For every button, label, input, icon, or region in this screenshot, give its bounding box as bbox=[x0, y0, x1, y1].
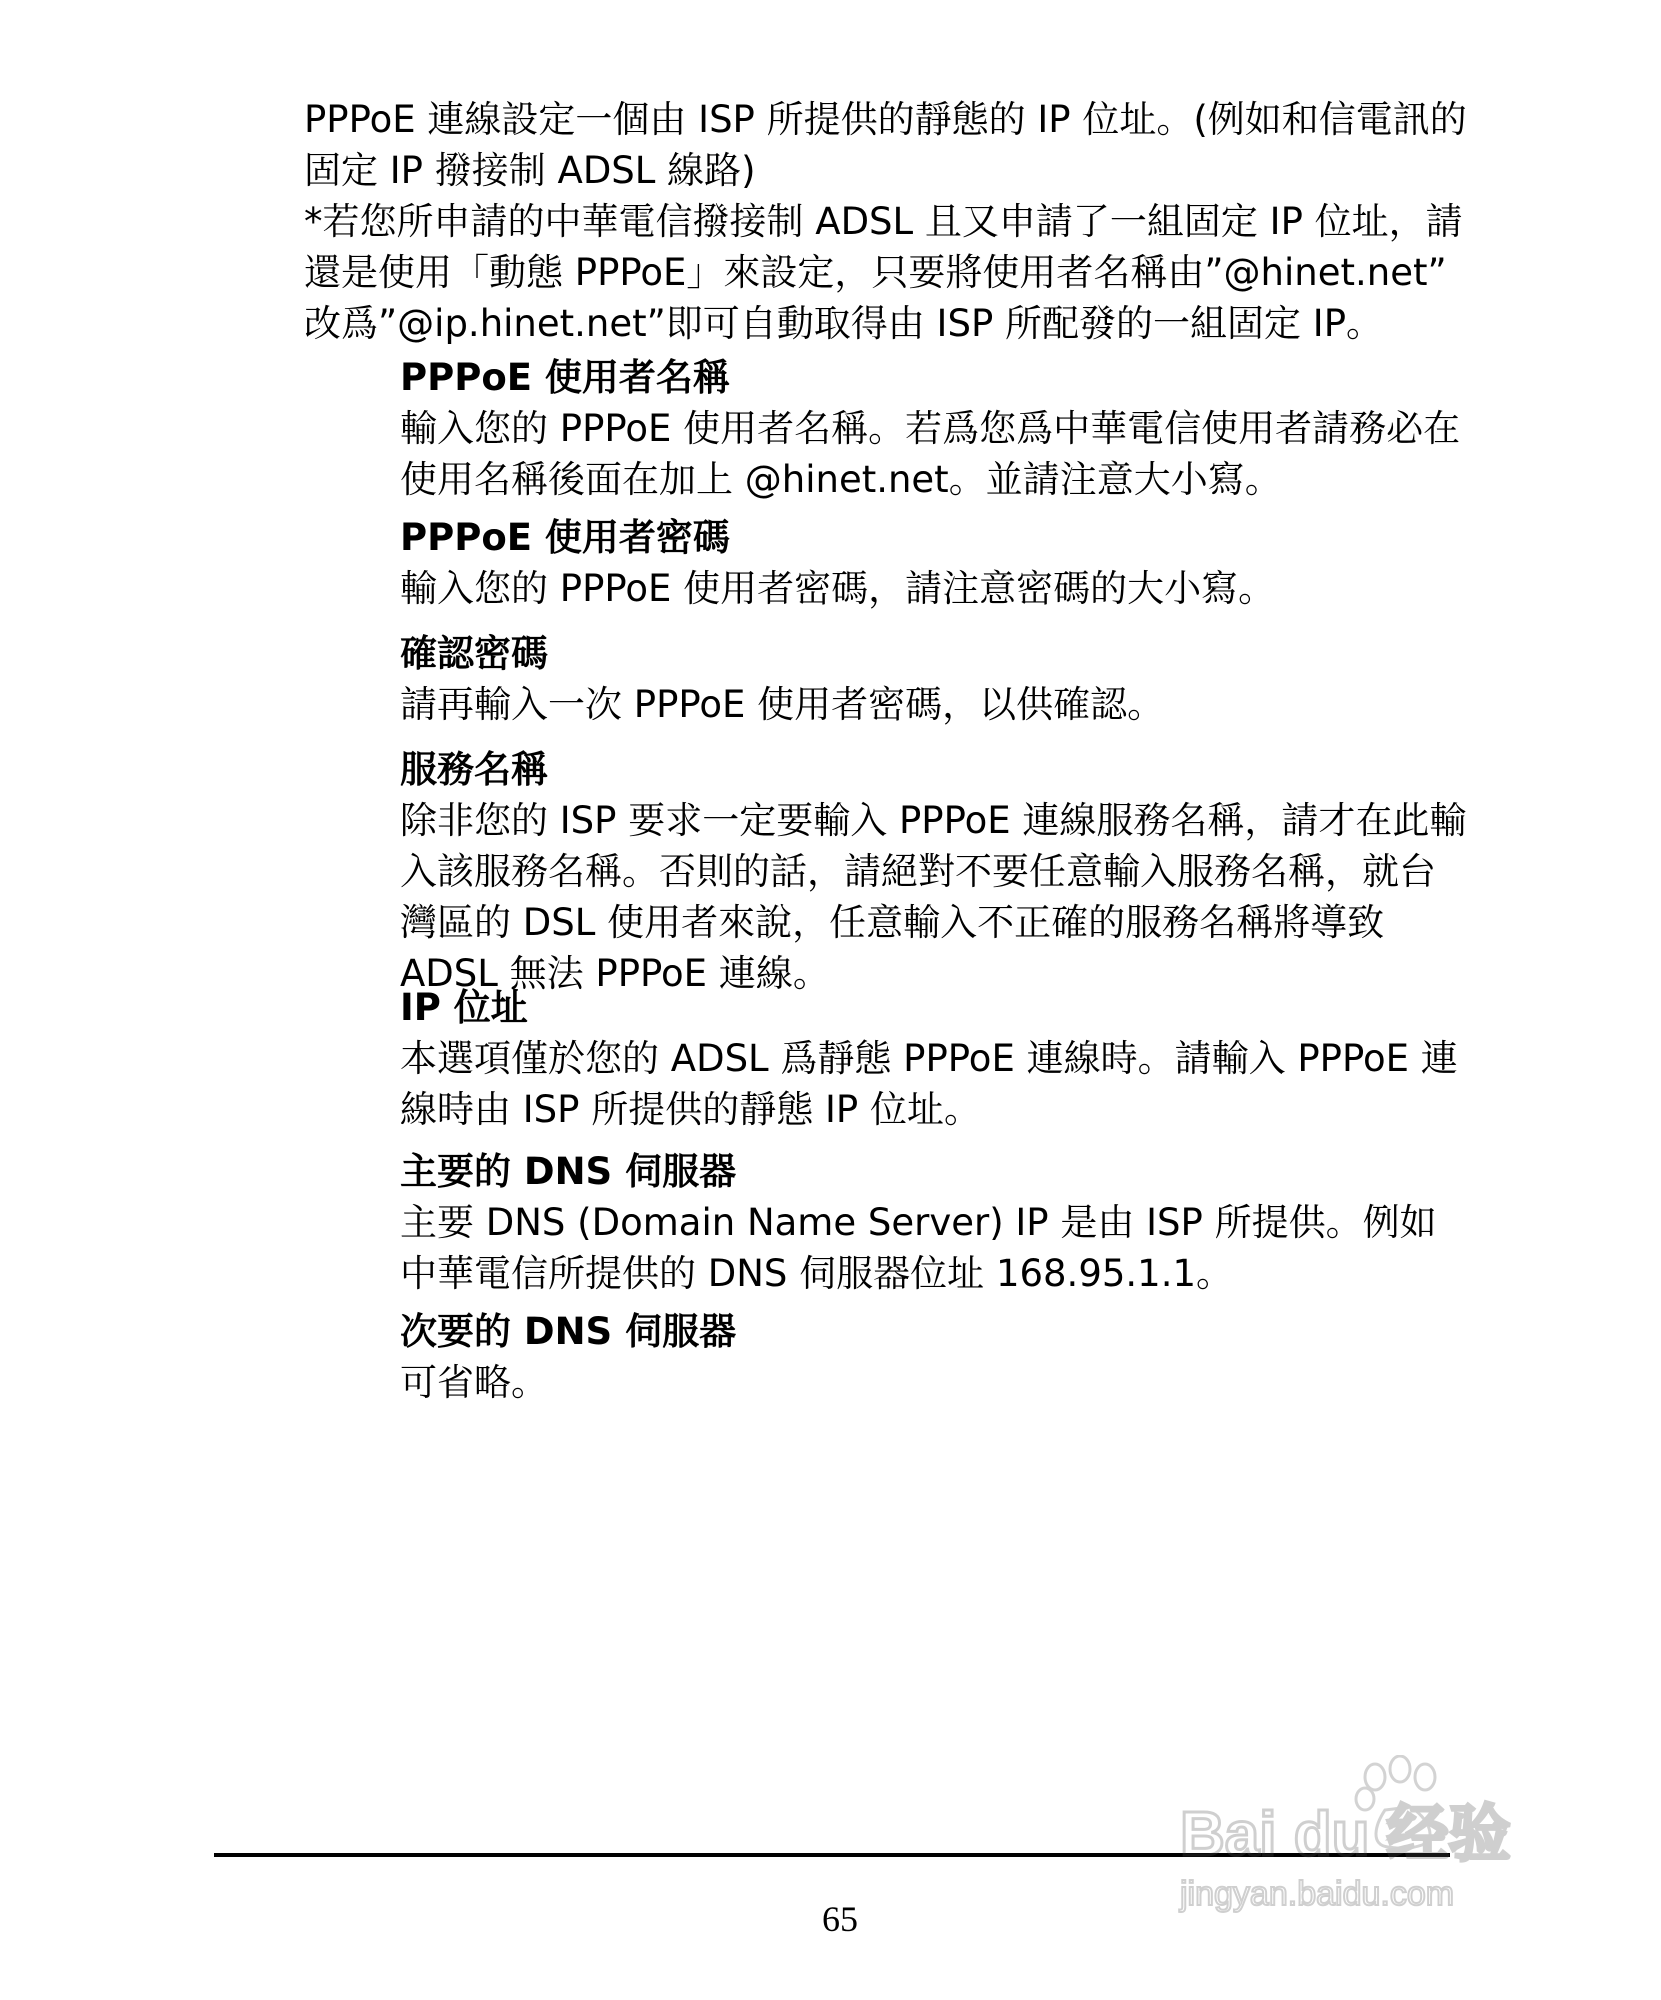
section-body: 本選項僅於您的 ADSL 爲靜態 PPPoE 連線時。請輸入 PPPoE 連線時由 ISP 所提供的靜態 IP 位址。 bbox=[400, 1037, 1458, 1131]
intro-text bbox=[304, 94, 1484, 349]
section-heading: IP 位址 bbox=[400, 986, 528, 1029]
section-heading: 確認密碼 bbox=[400, 632, 548, 675]
section-pppoe-username bbox=[400, 352, 1470, 505]
section-secondary-dns bbox=[400, 1306, 1470, 1408]
intro-note: *若您所申請的中華電信撥接制 ADSL 且又申請了一組固定 IP 位址，請還是使用「動態 PPPoE」來設定，只要將使用者名稱由”@hinet.net” 改爲”@ip.hinet.net”即可自動取得由 ISP 所配發的一組固定 IP。 bbox=[304, 200, 1463, 345]
section-body: 主要 DNS (Domain Name Server) IP 是由 ISP 所提供。例如中華電信所提供的 DNS 伺服器位址 168.95.1.1。 bbox=[400, 1201, 1437, 1295]
intro-paragraph: PPPoE 連線設定一個由 ISP 所提供的靜態的 IP 位址。(例如和信電訊的固定 IP 撥接制 ADSL 線路) bbox=[304, 98, 1467, 192]
watermark-url: jingyan.baidu.com bbox=[1180, 1875, 1455, 1913]
section-confirm-password bbox=[400, 628, 1470, 730]
section-heading: 次要的 DNS 伺服器 bbox=[400, 1310, 737, 1353]
section-body: 輸入您的 PPPoE 使用者名稱。若爲您爲中華電信使用者請務必在使用名稱後面在加上 @hinet.net。並請注意大小寫。 bbox=[400, 407, 1461, 501]
section-heading: 服務名稱 bbox=[400, 748, 548, 791]
section-heading: PPPoE 使用者密碼 bbox=[400, 516, 730, 559]
watermark-brand: Bai du 经验 bbox=[1180, 1800, 1511, 1869]
page-number: 65 bbox=[822, 1899, 858, 1939]
section-pppoe-password bbox=[400, 512, 1470, 614]
section-heading: 主要的 DNS 伺服器 bbox=[400, 1150, 737, 1193]
baidu-jingyan-watermark bbox=[1170, 1755, 1590, 1915]
section-body: 除非您的 ISP 要求一定要輸入 PPPoE 連線服務名稱，請才在此輸入該服務名稱。否則的話，請絕對不要任意輸入服務名稱，就台灣區的 DSL 使用者來說，任意輸入不正確的服務名稱將導致 ADSL 無法 PPPoE 連線。 bbox=[400, 799, 1467, 995]
section-body: 可省略。 bbox=[400, 1361, 548, 1404]
section-body: 輸入您的 PPPoE 使用者密碼，請注意密碼的大小寫。 bbox=[400, 567, 1276, 610]
section-service-name bbox=[400, 744, 1470, 999]
section-primary-dns bbox=[400, 1146, 1470, 1299]
section-heading: PPPoE 使用者名稱 bbox=[400, 356, 730, 399]
section-body: 請再輸入一次 PPPoE 使用者密碼，以供確認。 bbox=[400, 683, 1165, 726]
section-ip-address bbox=[400, 982, 1470, 1135]
